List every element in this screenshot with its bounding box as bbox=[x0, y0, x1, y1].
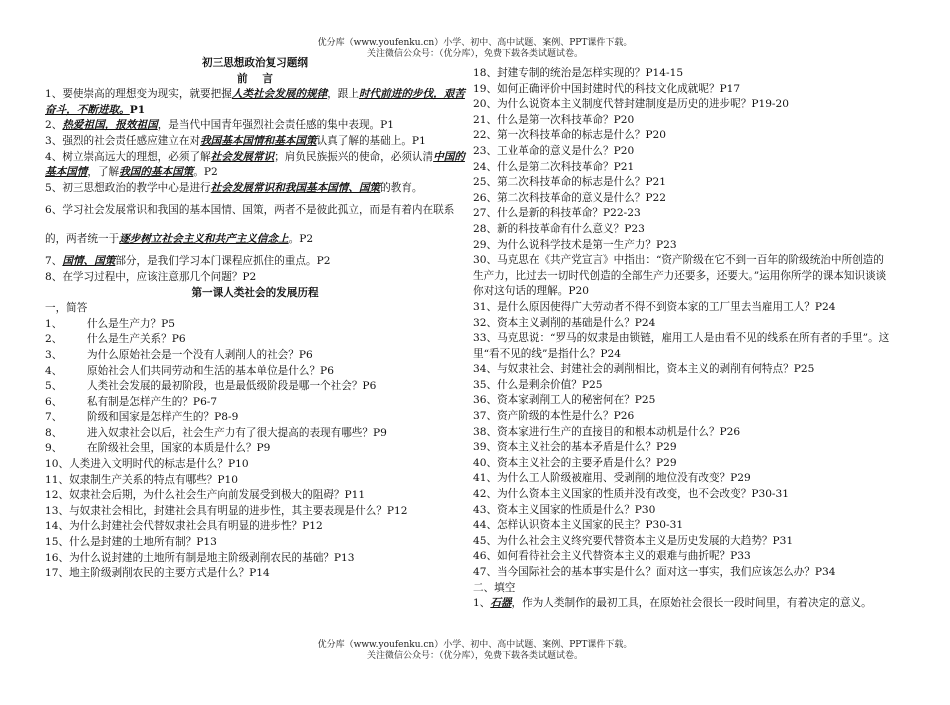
list-item: 27、什么是新的科技革命？P22-23 bbox=[473, 207, 641, 220]
list-item: 22、第一次科技革命的标志是什么？P20 bbox=[473, 129, 666, 142]
list-item: 45、为什么社会主义终究要代替资本主义是历史发展的大趋势？P31 bbox=[473, 534, 794, 547]
list-item: 2、 什么是生产关系？P6 bbox=[45, 333, 186, 346]
list-item: 36、资本家剥削工人的秘密何在？P25 bbox=[473, 394, 656, 407]
header-line-2: 关注微信公众号：（优分库），免费下载各类试题试卷。 bbox=[366, 49, 583, 59]
footer-line-1: 优分库（www.youfenku.cn）小学、初中、高中试题、案例、PPT课件下载。 bbox=[317, 640, 633, 650]
question-list-c bbox=[473, 66, 893, 581]
list-item: 1、 什么是生产力？P5 bbox=[45, 317, 176, 330]
list-item: 17、地主阶级剥削农民的主要方式是什么？P14 bbox=[45, 567, 270, 580]
list-item: 38、资本家进行生产的直接目的和根本动机是什么？P26 bbox=[473, 425, 741, 438]
list-item: 7、 阶级和国家是怎样产生的？P8-9 bbox=[45, 411, 239, 424]
list-item: 15、什么是封建的土地所有制？P13 bbox=[45, 536, 217, 549]
list-item: 4、 原始社会人们共同劳动和生活的基本单位是什么？P6 bbox=[45, 364, 334, 377]
preface-item-8: 8、在学习过程中，应该注意那几个问题？P2 bbox=[45, 270, 257, 283]
preface-title: 前 言 bbox=[237, 72, 273, 85]
preface-item-1: 1、要使崇高的理想变为现实，就要把握人类社会发展的规律，跟上时代前进的步伐，艰苦奋斗，不断进取。P1 bbox=[45, 88, 465, 116]
list-item: 3、 为什么原始社会是一个没有人剥削人的社会？P6 bbox=[45, 348, 313, 361]
left-column bbox=[45, 56, 465, 582]
list-item: 47、当今国际社会的基本事实是什么？面对这一事实，我们应该怎么办？P34 bbox=[473, 566, 836, 578]
list-item: 14、为什么封建社会代替奴隶社会具有明显的进步性？P12 bbox=[45, 520, 323, 533]
list-item: 19、如何正确评价中国封建时代的科技文化成就呢？P17 bbox=[473, 82, 741, 95]
list-item: 34、与奴隶社会、封建社会的剥削相比，资本主义的剥削有何特点？P25 bbox=[473, 363, 815, 376]
list-item: 6、 私有制是怎样产生的？P6-7 bbox=[45, 395, 218, 408]
list-item: 35、什么是剩余价值？P25 bbox=[473, 378, 603, 391]
list-item: 39、资本主义社会的基本矛盾是什么？P29 bbox=[473, 441, 677, 454]
list-item: 42、为什么资本主义国家的性质并没有改变，也不会改变？P30-31 bbox=[473, 488, 789, 501]
list-item: 12、奴隶社会后期，为什么社会生产向前发展受到极大的阻碍？P11 bbox=[45, 489, 366, 502]
list-item: 11、奴隶制生产关系的特点有哪些？P10 bbox=[45, 473, 238, 486]
list-item: 5、 人类社会发展的最初阶段，也是最低级阶段是哪一个社会？P6 bbox=[45, 380, 377, 393]
section-fill-in: 二、填空 bbox=[473, 581, 516, 594]
list-item: 33、马克思说：“罗马的奴隶是由锁链，雇用工人是由看不见的线系在所有者的手里”。这里“看不见的线”是指什么？P24 bbox=[473, 332, 890, 360]
list-item: 43、资本主义国家的性质是什么？P30 bbox=[473, 503, 656, 516]
list-item: 31、是什么原因使得广大劳动者不得不到资本家的工厂里去当雇用工人？P24 bbox=[473, 300, 836, 313]
list-item: 32、资本主义剥削的基础是什么？P24 bbox=[473, 316, 656, 329]
list-item: 10、人类进入文明时代的标志是什么？P10 bbox=[45, 458, 249, 471]
section-short-answer: 一，简答 bbox=[45, 302, 88, 315]
list-item: 21、什么是第一次科技革命？P20 bbox=[473, 113, 635, 126]
list-item: 28、新的科技革命有什么意义？P23 bbox=[473, 222, 645, 235]
preface-item-3: 3、强烈的社会责任感应建立在对我国基本国情和基本国策认真了解的基础上。P1 bbox=[45, 134, 426, 147]
list-item: 16、为什么说封建的土地所有制是地主阶级剥削农民的基础？P13 bbox=[45, 551, 355, 564]
list-item: 8、 进入奴隶社会以后，社会生产力有了很大提高的表现有哪些？P9 bbox=[45, 426, 387, 439]
list-item: 25、第二次科技革命的标志是什么？P21 bbox=[473, 176, 666, 189]
footer-line-2: 关注微信公众号：（优分库），免费下载各类试题试卷。 bbox=[366, 651, 583, 661]
list-item: 44、怎样认识资本主义国家的民主？P30-31 bbox=[473, 519, 684, 532]
list-item: 13、与奴隶社会相比，封建社会具有明显的进步性，其主要表现是什么？P12 bbox=[45, 504, 408, 517]
lesson-title: 第一课人类社会的发展历程 bbox=[191, 286, 319, 299]
list-item: 30、马克思在《共产党宣言》中指出：“资产阶级在它不到一百年的阶级统治中所创造的生产力，比过去一切时代创造的全部生产力还要多，还要大。”运用你所学的课本知识谈谈你对这句话的理解。P20 bbox=[473, 254, 887, 298]
right-column bbox=[473, 66, 893, 612]
list-item: 40、资本主义社会的主要矛盾是什么？P29 bbox=[473, 456, 677, 469]
list-item: 9、 在阶级社会里，国家的本质是什么？P9 bbox=[45, 442, 271, 455]
preface-item-5: 5、初三思想政治的教学中心是进行社会发展常识和我国基本国情、国策的教育。 bbox=[45, 181, 423, 194]
question-list-a bbox=[45, 317, 465, 457]
fill-item-1: 1、石器，作为人类制作的最初工具，在原始社会很长一段时间里，有着决定的意义。 bbox=[473, 597, 872, 610]
list-item: 20、为什么说资本主义制度代替封建制度是历史的进步呢？P19-20 bbox=[473, 98, 789, 111]
preface-item-6: 6、学习社会发展常识和我国的基本国情、国策，两者不是彼此孤立，而是有着内在联系的，两者统一于逐步树立社会主义和共产主义信念上。P2 bbox=[45, 204, 455, 246]
list-item: 18、封建专制的统治是怎样实现的？P14-15 bbox=[473, 67, 684, 79]
preface-item-4: 4、树立崇高远大的理想，必须了解社会发展常识；肩负民族振兴的使命，必须认清中国的基本国情，了解我国的基本国策。P2 bbox=[45, 150, 465, 179]
list-item: 23、工业革命的意义是什么？P20 bbox=[473, 144, 635, 157]
document-title: 初三思想政治复习题纲 bbox=[202, 57, 308, 69]
header-line-1: 优分库（www.youfenku.cn）小学、初中、高中试题、案例、PPT课件下载。 bbox=[317, 38, 633, 48]
list-item: 46、如何看待社会主义代替资本主义的艰难与曲折呢？P33 bbox=[473, 550, 751, 563]
list-item: 24、什么是第二次科技革命？P21 bbox=[473, 160, 635, 173]
list-item: 26、第二次科技革命的意义是什么？P22 bbox=[473, 191, 666, 204]
page-footer bbox=[0, 640, 950, 662]
question-list-b bbox=[45, 457, 465, 582]
list-item: 41、为什么工人阶级被雇用、受剥削的地位没有改变？P29 bbox=[473, 472, 751, 485]
preface-item-7: 7、国情、国策部分，是我们学习本门课程应抓住的重点。P2 bbox=[45, 255, 331, 268]
preface-item-2: 2、热爱祖国，报效祖国，是当代中国青年强烈社会责任感的集中表现。P1 bbox=[45, 119, 395, 132]
list-item: 29、为什么说科学技术是第一生产力？P23 bbox=[473, 238, 677, 251]
list-item: 37、资产阶级的本性是什么？P26 bbox=[473, 410, 635, 423]
